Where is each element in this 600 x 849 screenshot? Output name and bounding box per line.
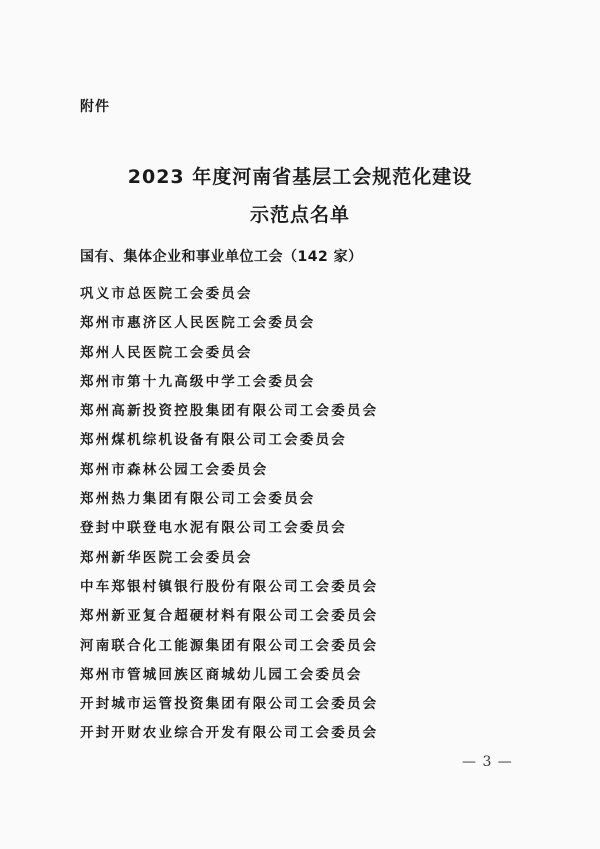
entry-list [80, 280, 378, 749]
list-item: 郑州市第十九高级中学工会委员会 [80, 373, 316, 390]
list-item: 郑州人民医院工会委员会 [80, 344, 253, 361]
list-item: 河南联合化工能源集团有限公司工会委员会 [80, 637, 379, 654]
list-item: 郑州市管城回族区商城幼儿园工会委员会 [80, 666, 363, 683]
list-item: 开封城市运管投资集团有限公司工会委员会 [80, 696, 379, 713]
document-title-line-1: 2023 年度河南省基层工会规范化建设 [127, 166, 473, 188]
list-item: 郑州热力集团有限公司工会委员会 [80, 491, 316, 508]
page-number: — 3 — [462, 754, 513, 770]
attachment-label: 附件 [80, 99, 110, 115]
list-item: 郑州煤机综机设备有限公司工会委员会 [80, 432, 347, 449]
list-item: 郑州市惠济区人民医院工会委员会 [80, 315, 316, 332]
list-item: 登封中联登电水泥有限公司工会委员会 [80, 520, 347, 537]
list-item: 中车郑银村镇银行股份有限公司工会委员会 [80, 578, 379, 595]
list-item: 郑州高新投资控股集团有限公司工会委员会 [80, 403, 379, 420]
list-item: 郑州新华医院工会委员会 [80, 549, 253, 566]
list-item: 巩义市总医院工会委员会 [80, 286, 253, 302]
list-item: 郑州新亚复合超硬材料有限公司工会委员会 [80, 608, 379, 625]
section-heading: 国有、集体企业和事业单位工会（142 家） [80, 249, 363, 265]
list-item: 郑州市森林公园工会委员会 [80, 461, 269, 478]
list-item: 开封开财农业综合开发有限公司工会委员会 [80, 725, 379, 742]
document-title-line-2: 示范点名单 [249, 204, 350, 226]
